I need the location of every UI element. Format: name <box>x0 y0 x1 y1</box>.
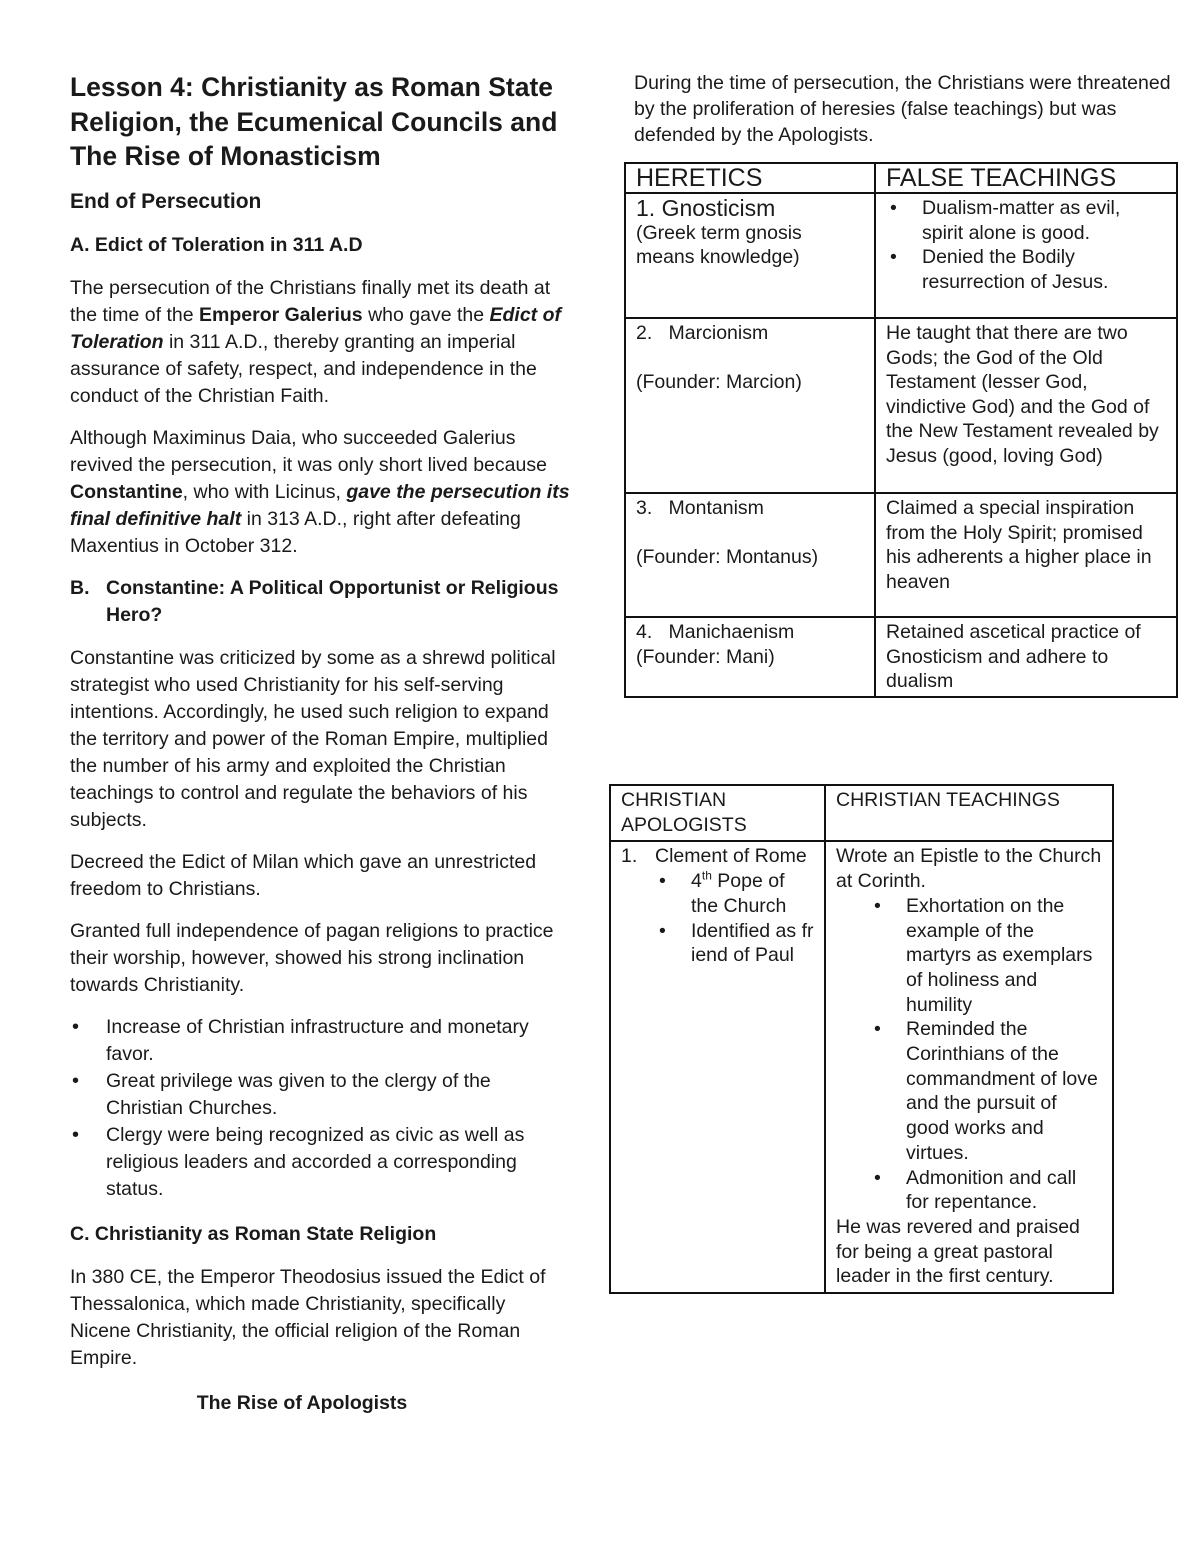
list-item <box>655 869 814 918</box>
heretic-label: Manichaenism <box>668 621 795 643</box>
heretic-cell <box>625 193 875 318</box>
header-heretics: HERETICS <box>625 163 875 193</box>
heretic-cell <box>625 318 875 493</box>
heading-a <box>70 232 570 259</box>
teaching-cell <box>825 841 1113 1293</box>
heading-c-label: C. <box>70 1222 90 1245</box>
heretic-name <box>636 196 864 221</box>
header-teachings: CHRISTIAN TEACHINGS <box>825 785 1113 841</box>
teaching-cell: Claimed a special inspiration from the Holy Spirit; promised his adherents a higher place in heaven <box>875 493 1177 617</box>
list-item: • Reminded the Corinthians of the commandment of love and the pursuit of good works and virtues. <box>870 1017 1102 1165</box>
paragraph-edict-milan: Decreed the Edict of Milan which gave an unrestricted freedom to Christians. <box>70 850 537 900</box>
left-column <box>70 70 570 1417</box>
table-row <box>625 493 1177 617</box>
apologist-label: Clement of Rome <box>655 845 807 868</box>
heretic-cell <box>625 493 875 617</box>
heretics-table <box>624 162 1178 698</box>
list-item: • Admonition and call for repentance. <box>870 1166 1102 1215</box>
apologists-table <box>609 784 1114 1294</box>
text-run: in 311 A.D., thereby granting an imperial assurance of safety, respect, and independence in the conduct of the Christian Faith. <box>70 330 537 407</box>
text-run: who gave the <box>362 303 490 326</box>
bold-italic-run: Edict of Toleration <box>70 303 561 353</box>
teaching-list <box>836 894 1102 1215</box>
table-row <box>625 193 1177 318</box>
heretic-number: 2. <box>636 322 653 344</box>
paragraph-maximinus <box>70 425 570 560</box>
heading-c <box>70 1221 570 1248</box>
paragraph-criticism: Constantine was criticized by some as a shrewd political strategist who used Christianity for his self-serving intentions. Accordingly, he used such religion to expand the territory and power of the Roman Empire, multiplied the number of his army and exploited the Christian teachings to control and regulate the behaviors of his subjects. <box>70 646 556 831</box>
teaching-intro: Wrote an Epistle to the Church at Corinth. <box>836 845 1102 893</box>
list-item: • Dualism-matter as evil, spirit alone is good. <box>886 196 1166 245</box>
list-item: • Denied the Bodily resurrection of Jesus. <box>886 245 1166 294</box>
heretic-number: 4. <box>636 621 653 643</box>
apologists-intro: During the time of persecution, the Christians were threatened by the proliferation of heresies (false teachings) but was defended by the Apologists. <box>634 72 1171 146</box>
bold-italic-run: gave the persecution its final definitive halt <box>70 480 570 530</box>
bold-run: Constantine <box>70 480 183 503</box>
header-false-teachings: FALSE TEACHINGS <box>875 163 1177 193</box>
heading-a-label: A. <box>70 233 90 256</box>
list-item: • Clergy were being recognized as civic as well as religious leaders and accorded a corresponding status. <box>70 1122 570 1203</box>
teaching-cell <box>875 193 1177 318</box>
paragraph-galerius <box>70 275 570 410</box>
lesson-title: Lesson 4: Christianity as Roman State Religion, the Ecumenical Councils and The Rise of Monasticism <box>70 72 558 171</box>
teaching-closing: He was revered and praised for being a great pastoral leader in the first century. <box>836 1215 1080 1288</box>
privilege-list <box>70 1014 570 1203</box>
right-column <box>624 70 1176 698</box>
list-item: • Great privilege was given to the clergy of the Christian Churches. <box>70 1068 570 1122</box>
heretic-label: Gnosticism <box>661 195 776 221</box>
teaching-cell: He taught that there are two Gods; the God of the Old Testament (lesser God, vindictive God) and the God of the New Testament revealed by Jesus (good, loving God) <box>875 318 1177 493</box>
heading-a-text: Edict of Toleration in 311 A.D <box>94 233 363 256</box>
apologist-detail-list <box>655 869 814 968</box>
heretic-founder: (Founder: Montanus) <box>636 545 819 568</box>
heretic-founder: (Founder: Marcion) <box>636 370 802 393</box>
bold-run: Emperor Galerius <box>199 303 363 326</box>
text-run: Pope of the Church <box>691 870 787 917</box>
list-item: • Exhortation on the example of the martyrs as exemplars of holiness and humility <box>870 894 1102 1018</box>
heretic-number: 1. <box>636 195 656 221</box>
text-run: 4 <box>691 870 702 893</box>
apologist-details <box>621 869 814 968</box>
heretic-label: Montanism <box>668 497 764 519</box>
teaching-cell: Retained ascetical practice of Gnosticism and adhere to dualism <box>875 617 1177 697</box>
apologist-number: 1. <box>621 845 638 868</box>
heretic-number: 3. <box>636 497 653 519</box>
header-apologists: CHRISTIAN APOLOGISTS <box>610 785 825 841</box>
text-run: The persecution of the Christians finally met its death at the time of the <box>70 276 551 326</box>
table-header-row <box>625 163 1177 193</box>
heading-b-label: B. <box>70 576 90 599</box>
heading-b <box>70 575 570 629</box>
table-row <box>610 841 1113 1293</box>
list-item: • Identified as friend of Paul <box>655 919 814 968</box>
section-heading: End of Persecution <box>70 189 262 213</box>
heretic-name <box>636 620 864 645</box>
text-run: Although Maximinus Daia, who succeeded Galerius revived the persecution, it was only short lived because <box>70 426 547 476</box>
heretic-label: Marcionism <box>668 322 769 344</box>
heading-c-text: Christianity as Roman State Religion <box>94 1222 437 1245</box>
paragraph-theodosius: In 380 CE, the Emperor Theodosius issued the Edict of Thessalonica, which made Christianity, specifically Nicene Christianity, the official religion of the Roman Empire. <box>70 1265 546 1369</box>
superscript: th <box>701 868 712 883</box>
heretic-name <box>636 321 864 346</box>
paragraph-pagan: Granted full independence of pagan religions to practice their worship, however, showed his strong inclination towards Christianity. <box>70 919 554 996</box>
table-row <box>625 318 1177 493</box>
text-run: in 313 A.D., right after defeating Maxentius in October 312. <box>70 507 521 557</box>
heretic-note: (Greek term gnosis means knowledge) <box>636 221 802 268</box>
teaching-list <box>886 196 1166 294</box>
table-row <box>625 617 1177 697</box>
heretic-name <box>636 496 864 521</box>
apologist-cell <box>610 841 825 1293</box>
heading-b-text: Constantine: A Political Opportunist or Religious Hero? <box>106 576 559 626</box>
rise-heading: The Rise of Apologists <box>196 1391 408 1414</box>
list-item: • Increase of Christian infrastructure and monetary favor. <box>70 1014 570 1068</box>
apologist-name <box>621 844 814 869</box>
heretic-founder: (Founder: Mani) <box>636 645 775 668</box>
text-run: , who with Licinus, <box>182 480 347 503</box>
table-header-row <box>610 785 1113 841</box>
heretic-cell <box>625 617 875 697</box>
